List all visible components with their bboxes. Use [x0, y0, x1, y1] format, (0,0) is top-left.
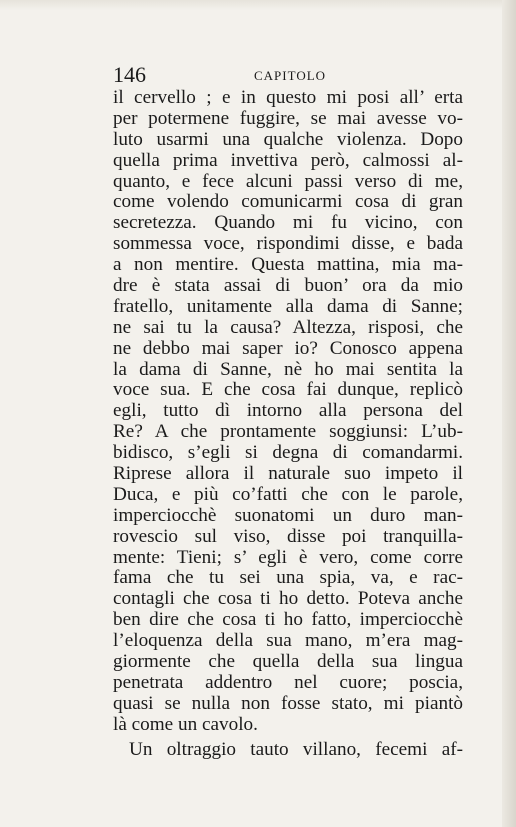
text-line: come volendo comunicarmi cosa di gran — [113, 191, 463, 213]
text-line: secretezza. Quando mi fu vicino, con — [113, 212, 463, 234]
body-text — [113, 88, 463, 761]
text-line: dre è stata assai di buon’ ora da mio — [113, 275, 463, 297]
text-line: Un oltraggio tauto villano, fecemi af- — [129, 738, 463, 760]
text-line: fratello, unitamente alla dama di Sanne; — [113, 295, 463, 317]
text-line: la dama di Sanne, nè ho mai sentita la — [113, 358, 463, 380]
text-line: penetrata addentro nel cuore; poscia, — [113, 671, 463, 693]
text-line: là come un cavolo. — [113, 713, 258, 735]
text-line: Riprese allora il naturale suo impeto il — [113, 463, 463, 485]
text-line: contagli che cosa ti ho detto. Poteva anche — [113, 588, 463, 610]
text-line: Re? A che prontamente soggiunsi: L’ub- — [113, 421, 463, 443]
text-line: ben dire che cosa ti ho fatto, imperciocchè — [113, 609, 463, 631]
text-line: egli, tutto dì intorno alla persona del — [113, 400, 463, 422]
text-line: fama che tu sei una spia, va, e rac- — [113, 567, 463, 589]
page-number: 146 — [113, 62, 146, 87]
text-line: voce sua. E che cosa fai dunque, replicò — [113, 379, 463, 401]
page-edge-right — [502, 0, 516, 827]
text-line: per potermene fuggire, se mai avesse vo- — [113, 107, 463, 129]
page-header — [113, 62, 459, 90]
text-line: mente: Tieni; s’ egli è vero, come corre — [113, 546, 463, 568]
text-line: l’eloquenza della sua mano, m’era mag- — [113, 630, 463, 652]
text-line: ne sai tu la causa? Altezza, risposi, che — [113, 316, 463, 338]
text-line: imperciocchè suonatomi un duro man- — [113, 504, 463, 526]
text-line: rovescio sul viso, disse poi tranquilla- — [113, 525, 463, 547]
page-edge-top — [0, 0, 516, 10]
text-line: luto usarmi una qualche violenza. Dopo — [113, 128, 463, 150]
text-line: sommessa voce, rispondimi disse, e bada — [113, 233, 463, 255]
text-line: quanto, e fece alcuni passi verso di me, — [113, 170, 463, 192]
text-line: quasi se nulla non fosse stato, mi piantò — [113, 692, 463, 714]
text-line: Duca, e più co’fatti che con le parole, — [113, 483, 463, 505]
running-head: CAPITOLO — [254, 68, 327, 83]
text-line: bidisco, s’egli si degna di comandarmi. — [113, 442, 463, 464]
text-line: giormente che quella della sua lingua — [113, 651, 463, 673]
text-line: il cervello ; e in questo mi posi all’ erta — [113, 87, 463, 108]
text-line: ne debbo mai saper io? Conosco appena — [113, 337, 463, 359]
text-line: quella prima invettiva però, calmossi al- — [113, 149, 463, 171]
text-line: a non mentire. Questa mattina, mia ma- — [113, 254, 463, 276]
